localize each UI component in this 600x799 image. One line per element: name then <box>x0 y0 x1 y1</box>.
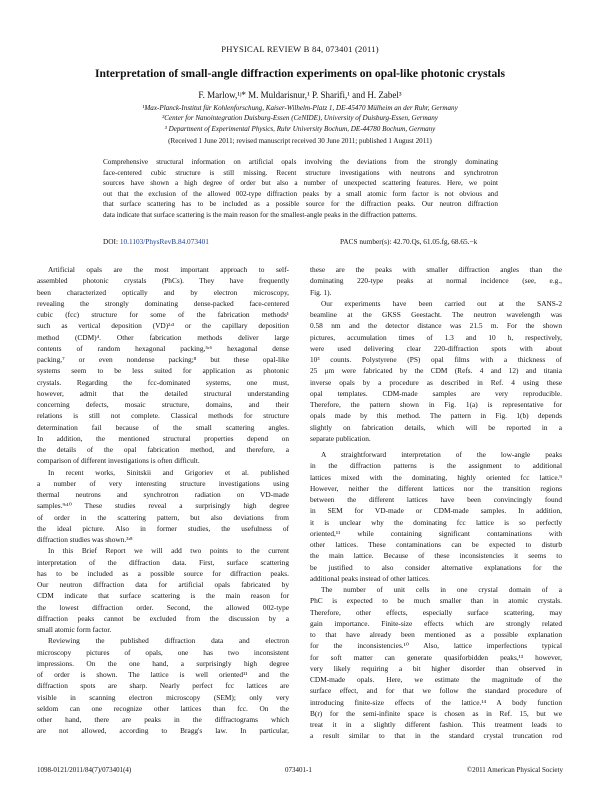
text-line: between the different lattices have been convincingly found <box>310 495 562 504</box>
text-line: diffraction studies was shown.³ʴ⁸ <box>37 535 133 544</box>
text-line: however, admit that the detailed structural understanding <box>37 388 289 398</box>
author-list: F. Marlow,¹ʲ* M. Muldarisnur,¹ P. Sharifi,¹ and H. Zabel³ <box>198 90 402 100</box>
abstract <box>103 157 498 221</box>
text-line: Therefore, other effects, especially surface scattering, may <box>310 607 562 617</box>
text-line: be justified to also consider alternative explanations for the <box>310 562 562 572</box>
text-line: revealing the strongly dominating dense-packed face-centered <box>37 298 289 308</box>
text-line: opals made by this method. The pattern in Fig. 1(b) depends <box>310 411 562 421</box>
received-dates: (Received 1 June 2011; revised manuscript received 30 June 2011; published 1 August 2011) <box>168 137 432 145</box>
text-line: crystals. Regarding the fcc-dominated systems, one must, <box>37 377 289 387</box>
text-line: in SEM for VD-made or CDM-made samples. In addition, <box>310 506 562 516</box>
text-line: packing,⁷ or even nondense packing;⁸ but these opal-like <box>37 355 289 364</box>
text-line: Therefore, the pattern shown in Fig. 1(a) is representative for <box>310 400 562 409</box>
text-line: assembled photonic crystals (PhCs). They have frequently <box>37 276 289 286</box>
affiliation-1: ¹Max-Planck-Institut für Kohlenforschung, Kaiser-Wilhelm-Platz 1, DE-45470 Mülheim an der Ruhr, Germany <box>142 104 458 112</box>
affiliations <box>40 103 560 134</box>
text-line: it is unclear why the dominating fcc lattice is so perfectly <box>310 517 562 527</box>
text-line: surface effect, and for that we follow the standard procedure of <box>310 686 562 696</box>
abstract-line: Comprehensive structural information on artificial opals involving the deviations from the strongly dominating <box>103 158 498 166</box>
affiliation-2: ²Center for Nanointegration Duisburg-Essen (CeNIDE), University of Duisburg-Essen, Germany <box>162 114 438 123</box>
text-line: to that have already been mentioned as a possible explanation <box>310 630 562 639</box>
text-line: for the inconsistencies.¹⁰ Also, lattice imperfections typical <box>310 641 562 651</box>
text-line: comparison of different investigations is often difficult. <box>37 456 200 466</box>
text-line: systems seem to be less suited for application as photonic <box>37 366 289 376</box>
text-line: CDM indicate that surface scattering is the main reason for <box>37 591 289 601</box>
text-line: other lattices. These contaminations can be expected to disturb <box>310 540 562 549</box>
text-line: PhC is expected to be much smaller than in atomic crystals. <box>310 596 562 606</box>
abstract-line: sources have shown a high degree of order but also a number of unexpected scattering features. Here, we point <box>103 179 498 188</box>
text-line: a number of very interesting structure investigations using <box>37 478 289 488</box>
text-line: visible in scanning electron microscopy (SEM); only very <box>37 692 289 702</box>
text-line: CDM-made opals. Here, we estimate the magnitude of the <box>310 675 562 684</box>
text-line: thermal neutrons and synchrotron radiation on VD-made <box>37 490 289 499</box>
text-line: are not allowed, according to Bragg's law. In particular, <box>37 726 289 736</box>
text-line: gain importance. Finite-size effects which are strongly related <box>310 618 562 628</box>
text-line: such as vertical deposition (VD)²ʴ³ or the capillary deposition <box>37 321 289 331</box>
text-line: determination fail because of the small scattering angles. <box>37 422 289 432</box>
text-line: relations is still not complete. Classical methods for structure <box>37 411 289 421</box>
doi-line <box>103 237 209 246</box>
text-line: introducing finite-size effects of the lattice.¹⁴ A body function <box>310 697 562 707</box>
text-line: small atomic form factor. <box>37 625 112 634</box>
text-line: beamline at the GKSS Geestacht. The neutron wavelength was <box>310 310 562 319</box>
text-line: the ideal picture. Also in former studies, the usefulness of <box>37 523 289 533</box>
left-column <box>37 264 289 737</box>
text-line: pictures, accumulation times of 1.3 and 10 h, respectively, <box>310 332 562 342</box>
right-column <box>310 264 562 742</box>
text-line: the lowest diffraction order. Second, the allowed 002-type <box>37 602 289 612</box>
text-line: a result similar to that in the standard crystal truncation rod <box>310 731 562 741</box>
text-line: very likely requiring a bit higher disorder than observed in <box>310 663 562 673</box>
abstract-line: data indicate that surface scattering is the main reason for the smallest-angle peaks in the diffraction patterns. <box>103 210 417 219</box>
text-line: these are the peaks with smaller diffraction angles than the <box>310 265 562 274</box>
text-line: Our neutron diffraction data for artificial opals fabricated by <box>37 580 289 589</box>
footer-copyright: ©2011 American Physical Society <box>466 766 563 774</box>
text-line: B(r) for the semi-infinite space is chosen as in Ref. 15, but we <box>310 708 562 718</box>
pacs-numbers: PACS number(s): 42.70.Qs, 61.05.fg, 68.65.−k <box>340 237 478 246</box>
text-line: contents of random hexagonal packing,⁵ʴ⁶ hexagonal dense <box>37 343 289 353</box>
journal-header: PHYSICAL REVIEW B 84, 073401 (2011) <box>221 44 379 54</box>
text-line: diffraction peaks cannot be excluded from the discussion by a <box>37 613 289 623</box>
text-line: Fig. 1). <box>310 287 332 297</box>
text-line: In addition, the mentioned structural properties depend on <box>37 433 289 443</box>
abstract-line: that surface scattering has to be included as a possible source for the diffraction peaks. Our neutron diffraction <box>103 200 498 209</box>
text-line: 25 μm were fabricated by the CDM (Refs. 4 and 12) and titania <box>310 366 562 376</box>
text-line: of order is shown. The lattice is well oriented¹¹ and the <box>37 670 289 679</box>
text-line: microscopy pictures of opals, one has two inconsistent <box>37 647 289 657</box>
text-line: the details of the opal fabrication method, and therefore, a <box>37 445 289 454</box>
text-line: However, neither the different lattices nor the transition regions <box>310 483 562 493</box>
abstract-line: face-centered cubic structure is still missing. Recent structure investigations with neutrons and synchrotron <box>103 168 498 177</box>
text-line: additional peaks instead of other lattices. <box>310 573 430 583</box>
text-line: the main lattice. Because of these inconsistencies it seems to <box>310 551 562 561</box>
text-line: treat it in a slightly different fashion. This treatment leads to <box>310 720 562 729</box>
abstract-line: out that the exclusion of the allowed 002-type diffraction peaks by a small atomic form factor is not obvious and <box>103 189 498 198</box>
text-line: has to be included as a possible source for diffraction peaks. <box>37 568 289 578</box>
text-line: were used delivering clear 220-diffraction spots with about <box>310 343 562 353</box>
affiliation-3: ³ Department of Experimental Physics, Ruhr University Bochum, DE-44780 Bochum, Germany <box>164 124 436 133</box>
text-line: of order in the scattering pattern, but also deviations from <box>37 512 289 522</box>
text-line: lattices mixed with the dominating, highly oriented fcc lattice.⁹ <box>310 472 562 482</box>
text-line: inverse opals by a procedure as described in Ref. 4 using these <box>310 377 562 387</box>
text-line: slightly on fabrication details, which will be reported in a <box>310 422 562 432</box>
text-line: dominating 220-type peaks at normal incidence (see, e.g., <box>310 276 562 286</box>
text-line: diffraction spots are sharp. Nearly perfect fcc lattices are <box>37 681 289 691</box>
text-line: samples.⁹ʴ¹⁰ These studies reveal a surprisingly high degree <box>37 501 289 511</box>
text-line: A straightforward interpretation of the low-angle peaks <box>321 450 562 459</box>
text-line: been characterized optically and by electron microscopy, <box>37 287 289 297</box>
text-line: Artificial opals are the most important approach to self- <box>48 265 289 274</box>
text-line: separate publication. <box>310 433 371 443</box>
text-line: other hand, there are peaks in the diffractograms which <box>37 715 289 724</box>
text-line: The number of unit cells in one crystal domain of a <box>321 585 562 594</box>
text-line: In recent works, Sinitskii and Grigoriev et al. published <box>48 467 289 477</box>
text-line: cubic (fcc) structure for some of the fabrication methods¹ <box>37 310 289 319</box>
text-line: interpretation of the diffraction data. First, surface scattering <box>37 557 289 567</box>
text-line: seldom can one recognize other lattices than fcc. On the <box>37 703 289 713</box>
text-line: In this Brief Report we will add two points to the current <box>48 546 289 556</box>
doi-link[interactable]: 10.1103/PhysRevB.84.073401 <box>119 237 209 246</box>
text-line: oriented,¹¹ while containing significant contaminations with <box>310 528 562 538</box>
text-line: impressions. On the one hand, a surprisingly high degree <box>37 658 289 668</box>
text-line: opal templates. CDM-made samples are very reproducible. <box>310 388 562 398</box>
text-line: Reviewing the published diffraction data and electron <box>48 636 289 646</box>
doi-label: DOI: <box>103 237 118 246</box>
text-line: Our experiments have been carried out at the SANS-2 <box>321 298 562 308</box>
text-line: 10³ counts. Polystyrene (PS) opal films with a thickness of <box>310 355 562 364</box>
text-line: concerning defects, mosaic structure, domains, and their <box>37 400 289 409</box>
text-line: method (CDM)⁴. Other fabrication methods deliver large <box>37 332 289 342</box>
text-line: 0.58 nm and the detector distance was 21.5 m. For the shown <box>310 321 562 331</box>
text-line: for soft matter can generate quasiforbidden peaks,¹³ however, <box>310 652 562 662</box>
footer-page-number: 073401-1 <box>285 766 312 774</box>
paper-title: Interpretation of small-angle diffraction experiments on opal-like photonic crystals <box>94 67 506 80</box>
text-line: in the diffraction patterns is the assignment to additional <box>310 461 562 471</box>
footer-issn: 1098-0121/2011/84(7)/073401(4) <box>37 766 132 774</box>
